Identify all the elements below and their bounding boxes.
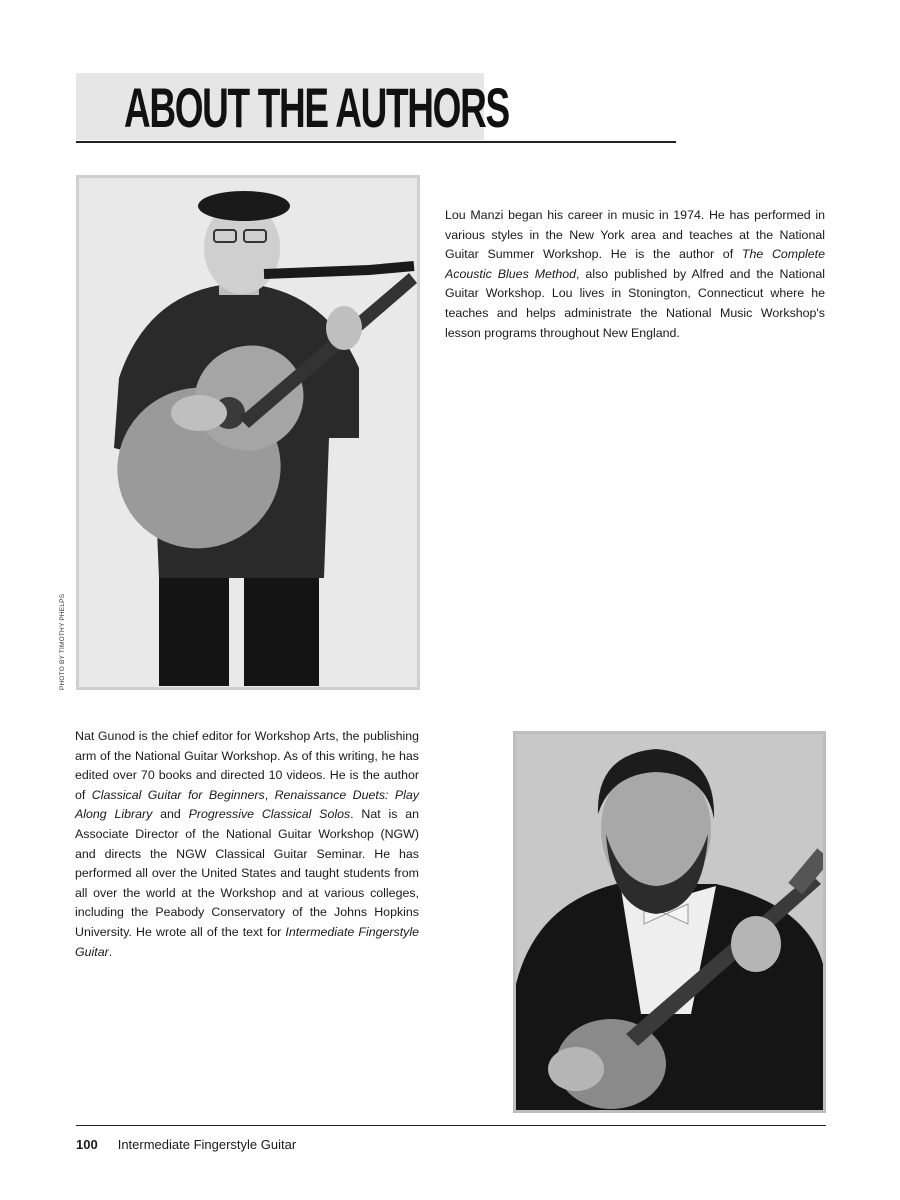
title-underline <box>76 141 676 143</box>
book-title-ref: Renaissance Duets: Play Along Library <box>75 787 420 822</box>
bio-text: , also published by Alfred and the National Guitar Workshop. Lou lives in Stonington, Connecticut where he teaches and helps administrate the National Music Workshop's lesson programs throughout New England. <box>445 266 825 340</box>
book-title-ref: Classical Guitar for Beginners <box>91 787 265 802</box>
author-photo-nat-gunod <box>513 731 826 1113</box>
bio-text: Nat Gunod is the chief editor for Workshop Arts, the publishing arm of the National Guitar Workshop. As of this writing, he has edited over 70 books and directed 10 videos. He is the author of <box>75 729 419 802</box>
author-photo-lou-manzi <box>76 175 420 690</box>
bio-nat-gunod <box>75 727 419 962</box>
footer-rule <box>76 1125 826 1126</box>
page-footer <box>76 1137 296 1152</box>
running-title: Intermediate Fingerstyle Guitar <box>117 1137 297 1152</box>
book-title-ref: The Complete Acoustic Blues Method <box>445 247 826 281</box>
bio-text: . Nat is an Associate Director of the National Guitar Workshop (NGW) and directs the NGW Classical Guitar Seminar. He has performed all over the United States and taught students from all over the world at the Workshop and at various colleges, including the Peabody Conservatory of the Johns Hopkins University. He wrote all of the text for <box>75 807 419 939</box>
bio-lou-manzi <box>445 206 825 343</box>
book-title-ref: Intermediate Fingerstyle Guitar <box>75 924 419 959</box>
photo-credit: PHOTO BY TIMOTHY PHELPS <box>59 593 66 690</box>
book-title-ref: Progressive Classical Solos <box>188 807 351 822</box>
bio-text: and <box>152 807 189 822</box>
page-title: ABOUT THE AUTHORS <box>124 76 509 139</box>
page-number: 100 <box>76 1137 98 1152</box>
bio-text: , <box>264 787 275 802</box>
bio-text: Lou Manzi began his career in music in 1974. He has performed in various styles in the New York area and teaches at the National Guitar Summer Workshop. He is the author of <box>445 208 825 262</box>
bio-text: . <box>108 944 113 959</box>
